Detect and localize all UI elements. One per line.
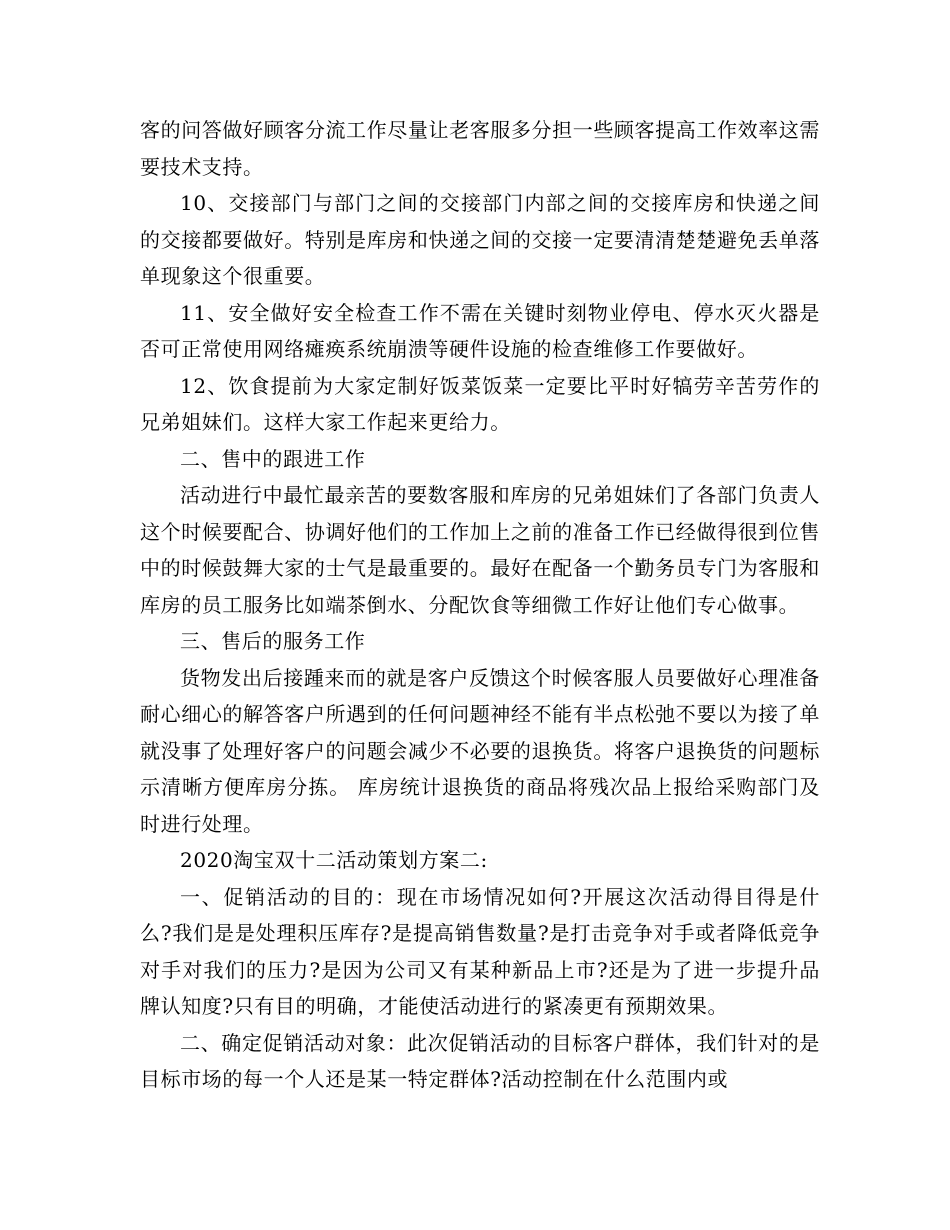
paragraph-item-12: 12、饮食提前为大家定制好饭菜饭菜一定要比平时好犒劳辛苦劳作的兄弟姐妹们。这样大家工作起来更给力。 bbox=[140, 373, 820, 434]
paragraph-promotion-target: 二、确定促销活动对象：此次促销活动的目标客户群体，我们针对的是目标市场的每一个人还是某一特定群体?活动控制在什么范围内或 bbox=[140, 1030, 820, 1091]
paragraph-item-11: 11、安全做好安全检查工作不需在关键时刻物业停电、停水灭火器是否可正常使用网络瘫痪系统崩溃等硬件设施的检查维修工作要做好。 bbox=[140, 300, 820, 361]
paragraph-item-10: 10、交接部门与部门之间的交接部门内部之间的交接库房和快递之间的交接都要做好。特别是库房和快递之间的交接一定要清清楚楚避免丢单落单现象这个很重要。 bbox=[140, 191, 820, 288]
paragraph-after-sale: 货物发出后接踵来而的就是客户反馈这个时候客服人员要做好心理准备耐心细心的解答客户所遇到的任何问题神经不能有半点松弛不要以为接了单就没事了处理好客户的问题会减少不必要的退换货。将客户退换货的问题标示清晰方便库房分拣。 库房统计退换货的商品将残次品上报给采购部门及时进行处理。 bbox=[140, 665, 820, 836]
paragraph-continuation: 客的问答做好顾客分流工作尽量让老客服多分担一些顾客提高工作效率这需要技术支持。 bbox=[140, 118, 820, 179]
section-heading-mid-sale: 二、售中的跟进工作 bbox=[180, 446, 366, 471]
paragraph-promotion-purpose: 一、促销活动的目的：现在市场情况如何?开展这次活动得目得是什么?我们是是处理积压库存?是提高销售数量?是打击竞争对手或者降低竞争对手对我们的压力?是因为公司又有某种新品上市?还是为了进一步提升品牌认知度?只有目的明确，才能使活动进行的紧凑更有预期效果。 bbox=[140, 884, 820, 1018]
paragraph-mid-sale: 活动进行中最忙最亲苦的要数客服和库房的兄弟姐妹们了各部门负责人这个时候要配合、协调好他们的工作加上之前的准备工作已经做得很到位售中的时候鼓舞大家的士气是最重要的。最好在配备一个勤务员专门为客服和库房的员工服务比如端茶倒水、分配饮食等细微工作好让他们专心做事。 bbox=[140, 483, 820, 617]
section-heading-after-sale: 三、售后的服务工作 bbox=[180, 629, 366, 653]
plan-two-heading: 2020淘宝双十二活动策划方案二: bbox=[180, 848, 488, 872]
document-body bbox=[140, 112, 820, 1098]
